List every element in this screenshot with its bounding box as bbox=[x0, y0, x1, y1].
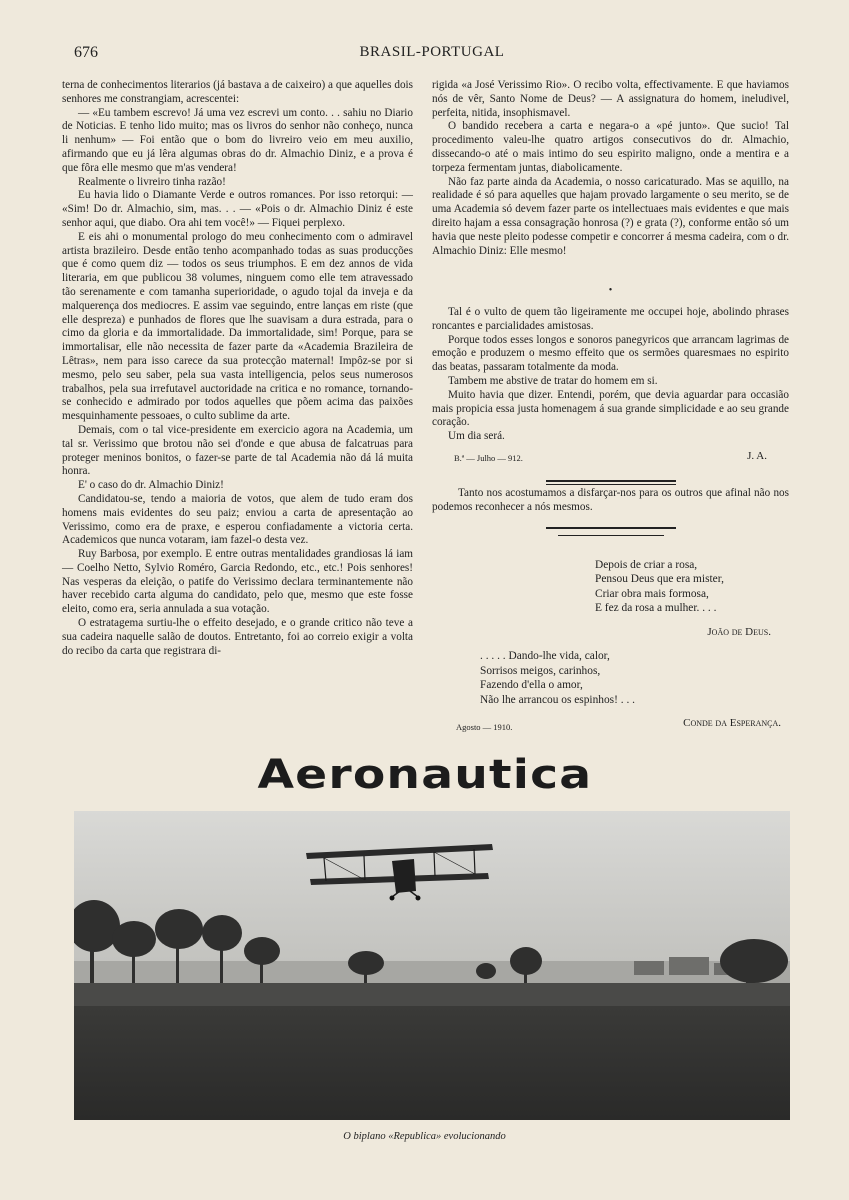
page-header bbox=[74, 44, 790, 64]
poem-line: Pensou Deus que era mister, bbox=[595, 573, 724, 586]
tree-line bbox=[74, 983, 790, 1009]
signature-initials: J. A. bbox=[747, 449, 767, 462]
poem-line: Fazendo d'ella o amor, bbox=[480, 679, 583, 692]
maxim: Tanto nos acostumamos a disfarçar-nos para os outros que afinal não nos podemos reconhecer a nós mesmos. bbox=[432, 486, 789, 513]
poem-line: . . . . . Dando-lhe vida, calor, bbox=[480, 650, 610, 663]
field bbox=[74, 1006, 790, 1120]
poem-conde-da-esperanca bbox=[480, 649, 789, 707]
paragraph: — «Eu tambem escrevo! Já uma vez escrevi um conto. . . sahiu no Diario de Noticias. E tenho lido muito; mas os livros do senhor não conheço, nunca li nenhum» — Foi então que o bom do livreiro veio em meu auxilio, afirmando que eu já lêra algumas obras do dr. Almachio Diniz, e a prova é que fôra elle mesmo que m'as vendera! bbox=[62, 106, 413, 174]
poem-line: Depois de criar a rosa, bbox=[595, 558, 698, 571]
paragraph: Muito havia que dizer. Entendi, porém, que devia aguardar para occasião mais propicia essa justa homenagem á sua grande simplicidade e ao seu grande coração. bbox=[432, 388, 789, 429]
running-title: BRASIL-PORTUGAL bbox=[359, 44, 505, 60]
paragraph: Candidatou-se, tendo a maioria de votos, que alem de tudo eram dos homens mais evidentes do seu paiz; enviou a carta de apresentação ao Verissimo, como era de praxe, e esperou confiadamente a victoria certa. Academicos que nunca votaram, iam fazel-o desta vez. bbox=[62, 492, 413, 547]
section-title-text: Aeronautica bbox=[257, 752, 592, 798]
poem-joao-de-deus bbox=[595, 558, 789, 616]
paragraph: Tambem me abstive de tratar do homem em si. bbox=[448, 374, 658, 387]
section-title bbox=[0, 752, 849, 798]
poem-date: Agosto — 1910. bbox=[456, 722, 513, 733]
paragraph: rigida «a José Verissimo Rio». O recibo volta, effectivamente. E que haviamos nós de vêr, Santo Nome de Deus? — A assignatura do homem, ineludivel, perfeita, nitida, insophismavel. bbox=[432, 79, 789, 119]
section-divider bbox=[546, 527, 676, 529]
article-continuation bbox=[432, 79, 789, 266]
divider-rule bbox=[546, 527, 676, 529]
biplane-photo bbox=[74, 811, 790, 1120]
paragraph: O bandido recebera a carta e negara-o a «pé junto». Que sucio! Tal procedimento valeu-lhe quatro artigos consecutivos do dr. Almachio, dissecando-o até o mais intimo do seu espirito maligno, onde a mentira e a torpeza fermentam juntas, diabolicamente. bbox=[432, 120, 789, 174]
poem-line: Criar obra mais formosa, bbox=[595, 587, 709, 600]
paragraph: O estratagema surtiu-lhe o effeito desejado, e o grande critico não teve a sua cadeira naquelle salão de doutos. Entretanto, foi ao correio exigir a volta do recibo da carta que registrara di- bbox=[62, 617, 413, 657]
poem-author: Conde da Esperança. bbox=[683, 717, 781, 730]
biplane-photo-illustration bbox=[74, 811, 790, 1120]
left-column bbox=[62, 79, 413, 658]
section-divider bbox=[558, 535, 664, 536]
divider-rule bbox=[546, 480, 676, 482]
poem-author: João de Deus. bbox=[707, 625, 771, 638]
poem-line: Não lhe arrancou os espinhos! . . . bbox=[480, 693, 635, 706]
poem-line: Sorrisos meigos, carinhos, bbox=[480, 664, 601, 677]
paragraph: terna de conhecimentos literarios (já bastava a de caixeiro) a que aquelles dois senhores me constrangiam, acrescentei: bbox=[62, 79, 413, 105]
signature-date: B.ª — Julho — 912. bbox=[454, 452, 523, 463]
section-dot: • bbox=[608, 285, 613, 296]
paragraph: E' o caso do dr. Almachio Diniz! bbox=[78, 479, 224, 492]
paragraph: Não faz parte ainda da Academia, o nosso caricaturado. Mas se aquillo, na realidade é só para aquelles que hajam provado largamente o seu merito, se de uma Academia só devem fazer parte os intellectuaes mais evidentes e que mais direito hajam a essa consagração honrosa (?) e grata (?), conforme então só um havia que neste pleito podesse competir e concorrer á mesma cadeira, com o dr. Almachio Diniz: Elle mesmo! bbox=[432, 175, 789, 257]
divider-rule bbox=[558, 535, 664, 536]
poem-signature bbox=[432, 711, 789, 737]
poem-line: E fez da rosa a mulher. . . . bbox=[595, 602, 717, 615]
right-column bbox=[432, 79, 789, 737]
paragraph: Realmente o livreiro tinha razão! bbox=[78, 175, 226, 188]
divider-rule bbox=[546, 484, 676, 485]
paragraph: Eu havia lido o Diamante Verde e outros romances. Por isso retorqui: — «Sim! Do dr. Almachio, sim, mas. . . — «Pois o dr. Almachio Diniz é este senhor aqui, que diabo. Ora ahi tem você!» — Fiquei perplexo. bbox=[62, 189, 413, 229]
paragraph: Porque todos esses longos e sonoros panegyricos que arrancam lagrimas de emoção e produzem o mesmo effeito que os sermões quaresmaes no espirito das beatas, passaram totalmente da moda. bbox=[432, 333, 789, 374]
paragraph: Um dia será. bbox=[448, 430, 505, 443]
paragraph: Ruy Barbosa, por exemplo. E entre outras mentalidades grandiosas lá iam — Coelho Netto, Sylvio Roméro, Garcia Redondo, etc., etc.! Pois senhores! Nas vesperas da eleição, o patife do Verissimo declara terminantemente não haver recebido carta alguma do candidato, pelo que, mesmo que este fosse eleito, como era, seria annulada a sua votação. bbox=[62, 548, 413, 616]
paragraph: Tal é o vulto de quem tão ligeiramente me occupei hoje, abolindo phrases roncantes e parcialidades amistosas. bbox=[432, 306, 789, 332]
page-number: 676 bbox=[74, 44, 98, 61]
section-divider bbox=[546, 480, 676, 485]
article-signature bbox=[432, 446, 789, 468]
paragraph: Demais, com o tal vice-presidente em exercicio agora na Academia, um tal sr. Verissimo que brotou não sei d'onde e que abusa de falcatruas para proteger meninos bonitos, o fazer-se parte de tal Academia não dá lá muita honra. bbox=[62, 423, 413, 478]
photo-caption: O biplano «Republica» evolucionando bbox=[343, 1131, 506, 1142]
paragraph: E eis ahi o monumental prologo do meu conhecimento com o admiravel artista brazileiro. Desde então tenho acompanhado todas as suas producções que é como quem diz — todos os seus triumphos. E em dez annos de vida literaria, em que publicou 38 volumes, ninguem como elle tem atravessado tão serenamente e com tamanha superioridade, o agudo tojal da inveja e da malquerença dos mediocres. E assim vae seguindo, entre lanças em riste (que elle despreza) e punhados de flores que lhe suavisam a dura estrada, para o cimo da gloria e da immortalidade. Da immortalidade, sim! Porque, para se immortalisar, elle não necessita de fazer parte da «Academia Brazileira de Lêtras», nem para isso carece da sua protecção maternal! Impôz-se por si mesmo, pelo seu saber, pela sua vasta intelligencia, pelos seus numerosos trabalhos, pela sua irrefutavel auctoridade na critica e no romance, tornando-se conhecido e admirado por todos aquelles que põem acima das paixões mesquinhamente pessoaes, o culto sublime da arte. bbox=[62, 230, 413, 423]
